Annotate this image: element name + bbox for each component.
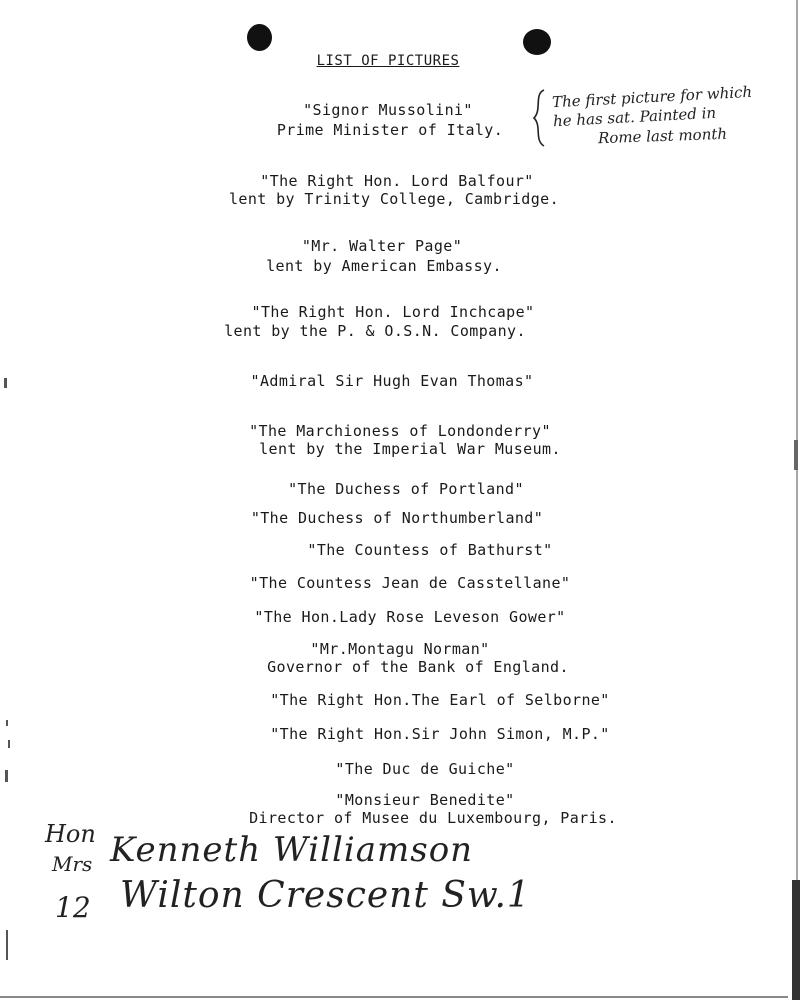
handwritten-note-line: Rome last month — [597, 124, 728, 148]
margin-speck — [6, 720, 8, 726]
handwritten-prefix: Hon — [45, 820, 96, 848]
handwritten-note-line: The first picture for which — [551, 82, 753, 112]
handwritten-name: Kenneth Williamson — [110, 830, 474, 870]
entry-name: "The Right Hon.The Earl of Selborne" — [270, 691, 610, 709]
scan-edge — [788, 0, 800, 1000]
entry-detail: lent by the P. & O.S.N. Company. — [224, 322, 526, 340]
margin-speck — [5, 770, 8, 782]
entry-name: "The Right Hon. Lord Inchcape" — [251, 303, 535, 321]
entry-name: "The Countess of Bathurst" — [307, 541, 553, 559]
entry-detail: lent by the Imperial War Museum. — [259, 440, 561, 458]
entry-name: "The Right Hon. Lord Balfour" — [260, 172, 534, 190]
handwritten-prefix: Mrs — [52, 852, 93, 876]
handwritten-address: Wilton Crescent Sw.1 — [120, 875, 531, 916]
brace-mark — [530, 88, 550, 148]
entry-name: "Monsieur Benedite" — [335, 791, 515, 809]
handwritten-number: 12 — [55, 891, 91, 924]
margin-speck — [8, 740, 10, 748]
entry-name: "The Duc de Guiche" — [335, 760, 515, 778]
entry-detail: Prime Minister of Italy. — [276, 121, 504, 139]
punch-hole — [247, 24, 272, 51]
entry-name: "Mr.Montagu Norman" — [310, 640, 490, 658]
margin-speck — [6, 930, 8, 960]
entry-name: "Signor Mussolini" — [303, 101, 473, 119]
entry-name: "Admiral Sir Hugh Evan Thomas" — [250, 372, 534, 390]
entry-detail: Governor of the Bank of England. — [267, 658, 569, 676]
handwritten-note-line: he has sat. Painted in — [552, 103, 717, 131]
entry-name: "The Duchess of Portland" — [288, 480, 524, 498]
document-title: LIST OF PICTURES — [316, 53, 460, 69]
bottom-edge — [0, 996, 788, 998]
entry-detail: lent by American Embassy. — [266, 257, 502, 275]
entry-detail: lent by Trinity College, Cambridge. — [228, 190, 560, 208]
entry-name: "The Countess Jean de Casstellane" — [249, 574, 571, 592]
punch-hole — [523, 29, 551, 55]
entry-name: "The Duchess of Northumberland" — [250, 509, 544, 527]
entry-name: "The Right Hon.Sir John Simon, M.P." — [270, 725, 610, 743]
entry-name: "The Hon.Lady Rose Leveson Gower" — [254, 608, 566, 626]
entry-name: "The Marchioness of Londonderry" — [249, 422, 551, 440]
entry-detail: Director of Musee du Luxembourg, Paris. — [249, 809, 617, 827]
entry-name: "Mr. Walter Page" — [301, 237, 463, 255]
margin-speck — [4, 378, 7, 388]
